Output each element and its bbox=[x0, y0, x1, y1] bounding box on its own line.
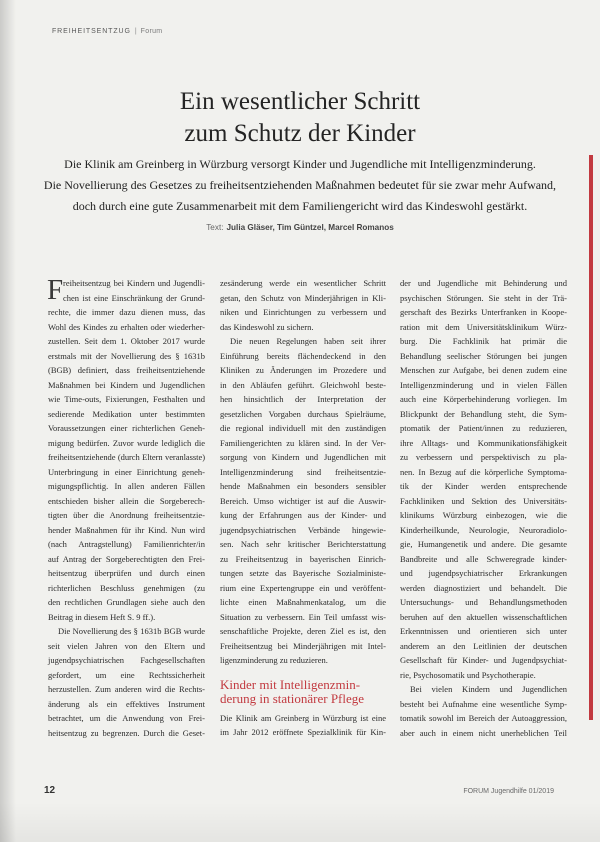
text-line: entschieden bisher allein die Sorgeberech- bbox=[48, 495, 205, 506]
text-line: gerschaft des Bezirks Unterfranken in Koope- bbox=[400, 307, 567, 317]
text-line: gefordert, um eine Rechtssicherheit bbox=[48, 669, 205, 680]
text-line: Bandbreite und alle Schweregrade kinder- bbox=[400, 553, 567, 564]
text-line: das Kindeswohl zu sichern. bbox=[220, 321, 314, 332]
text-line: werden diagnostiziert und behandelt. Die bbox=[400, 582, 567, 593]
text-line: sedierende Medikation unter bestimmten bbox=[48, 408, 205, 419]
text-line: Erkenntnissen und orientieren sich unter bbox=[400, 626, 567, 636]
page-number: 12 bbox=[44, 785, 56, 796]
text-line: die regional individuell mit den zuständigen bbox=[220, 423, 386, 433]
text-line: zu verbessern und perspektivisch zu pla- bbox=[400, 452, 567, 462]
text-line: anderem an den Leitlinien der deutschen bbox=[400, 640, 567, 651]
text-line: im Jahr 2012 eröffnete Spezialklinik für Kin- bbox=[220, 727, 386, 737]
header-separator: | bbox=[134, 28, 137, 35]
text-line: seit vielen Jahren von den Eltern und bbox=[48, 640, 205, 651]
accent-rule bbox=[589, 155, 593, 720]
title-line: zum Schutz der Kinder bbox=[184, 120, 416, 147]
text-line: richterlichen Beschluss genehmigen (zu bbox=[48, 582, 205, 593]
text-line: auch eine Körperbehinderung vorliegen. Im bbox=[400, 394, 567, 404]
text-line: Familiengerichten zu klären sind. In der Ver- bbox=[220, 437, 386, 448]
text-line: zustellen. Seit dem 1. Oktober 2017 wurde bbox=[48, 336, 205, 346]
text-line: Wohl des Kindes zu erhalten oder wiederher- bbox=[48, 321, 205, 332]
column-2 bbox=[220, 276, 386, 740]
category-label: Forum bbox=[140, 28, 163, 35]
text-line: Unterbringung in einer Einrichtung geneh- bbox=[48, 466, 205, 477]
text-line: Maßnahmen bei Kindern und Jugendlichen bbox=[48, 379, 205, 390]
text-line: psychischen Störungen. Sie steht in der Trä- bbox=[400, 292, 567, 303]
text-line: aber auch in einem nicht unerheblichen Teil bbox=[400, 727, 567, 738]
text-line: gie, Humangenetik und andere. Die gesamte bbox=[400, 539, 567, 549]
text-line: burg. Die Fachklinik hat primär die bbox=[400, 336, 567, 346]
text-line: Voraussetzungen einer richterlichen Geneh- bbox=[48, 423, 205, 433]
text-line: sorgung von Kindern und Jugendlichen mit bbox=[220, 452, 386, 462]
text-line: wie Time-outs, Fixierungen, Festhalten und bbox=[48, 394, 205, 404]
text-line: rechte, die immer dazu dienen muss, das bbox=[48, 307, 205, 317]
text-line: Kinderheilkunde, Neurologie, Neuroradiolo- bbox=[400, 524, 567, 535]
running-header bbox=[52, 26, 162, 38]
text-line: ligenzminderung zu reduzieren. bbox=[220, 655, 328, 665]
article-lead bbox=[0, 154, 600, 217]
text-line: migung bedürfen. Zuvor wurde lediglich die bbox=[48, 437, 205, 448]
text-line: Beitrag in diesem Heft S. 9 ff.). bbox=[48, 611, 156, 622]
text-line: senschaftliche Projekte, deren Ziel es ist, den bbox=[220, 626, 386, 636]
text-line: jugendpsychiatrischen Verbände hingewie- bbox=[220, 524, 386, 535]
text-line: beruhen auf den aktuellen wissenschaftlichen bbox=[400, 611, 567, 622]
text-line: freiheitsentziehende (durch Eltern veranlasste) bbox=[48, 452, 205, 462]
journal-issue: FORUM Jugendhilfe 01/2019 bbox=[463, 788, 554, 795]
text-line: klinikums Würzburg einbezogen, wie die bbox=[400, 510, 567, 520]
text-line: niken und Einrichtungen zu verbessern und bbox=[220, 307, 386, 317]
text-line: jugendpsychiatrischen Fachgesellschaften bbox=[48, 655, 205, 665]
text-line: Bereich. Umso wichtiger ist auf die Auswir- bbox=[220, 495, 386, 506]
text-line: besteht bei Aufnahme eine wesentliche Symp- bbox=[400, 698, 567, 709]
drop-cap: F bbox=[47, 274, 64, 306]
text-line: ihre Alltags- und Kommunikationsfähigkeit bbox=[400, 437, 567, 448]
text-line: ptomatik der Patient/innen zu reduzieren, bbox=[400, 423, 567, 433]
text-line: getan, den Schutz von Minderjährigen in Kli- bbox=[220, 292, 386, 303]
text-line: tigten über die Anordnung freiheitsentzie- bbox=[48, 510, 205, 520]
text-line: chen ist eine Einschränkung der Grund- bbox=[63, 292, 205, 303]
text-line: zu Freiheitsentzug in bayerischen Einrich- bbox=[220, 553, 386, 564]
title-line: Ein wesentlicher Schritt bbox=[179, 88, 421, 115]
text-line: Behandlung seelischer Störungen bei jungen bbox=[400, 350, 567, 361]
text-line: Blickpunkt der Behandlung steht, die Sym- bbox=[400, 408, 567, 419]
text-line: reiheitsentzug bei Kindern und Jugendli- bbox=[63, 278, 205, 288]
text-line: hende Maßnahmen ein besonders sensibler bbox=[220, 481, 386, 491]
text-line: sen. Nach sehr kritischer Berichterstattung bbox=[220, 539, 386, 549]
text-line: Kliniken zu Änderungen im Prozedere und bbox=[220, 365, 386, 375]
text-line: (nach Antragstellung) Familienrichter/in bbox=[48, 539, 205, 549]
text-line: migungspflichtig. In allen anderen Fällen bbox=[48, 481, 205, 491]
text-line: rium eine Expertengruppe ein und veröffent- bbox=[220, 582, 386, 593]
text-line: Gesellschaft für Kinder- und Jugendpsychiat- bbox=[400, 655, 567, 665]
text-line: Intelligenzminderung und in vielen Fällen bbox=[400, 379, 567, 390]
text-line: Untersuchungs- und Behandlungsmethoden bbox=[400, 597, 567, 607]
section-label: FREIHEITSENTZUG bbox=[52, 28, 131, 35]
heading-line: Kinder mit Intelligenzmin- bbox=[220, 676, 361, 692]
column-3 bbox=[400, 276, 567, 740]
text-line: lichte einen Maßnahmenkatalog, um die bbox=[220, 597, 386, 607]
text-line: Die Novellierung des § 1631b BGB wurde bbox=[58, 626, 205, 636]
column-1 bbox=[48, 276, 205, 740]
text-line: Die Klinik am Greinberg in Würzburg ist eine bbox=[220, 712, 386, 723]
text-line: Einführung bereits flächendeckend in den bbox=[220, 350, 386, 361]
text-line: Bei vielen Kindern und Jugendlichen bbox=[410, 684, 567, 694]
text-line: änderung als ein effektives Instrument bbox=[48, 698, 205, 709]
text-line: Freiheitsentzug bei Minderjährigen mit Intel- bbox=[220, 640, 386, 651]
text-line: hender Maßnahmen für ihr Kind. Nun wird bbox=[48, 524, 205, 535]
text-line: (BGB) definiert, dass freiheitsentziehende bbox=[48, 365, 205, 375]
text-line: tomatik sowohl im Bereich der Autoaggression, bbox=[400, 713, 567, 723]
text-line: der und Jugendliche mit Behinderung und bbox=[400, 278, 567, 288]
text-line: auf Antrag der Sorgeberechtigten den Frei- bbox=[48, 553, 205, 564]
section-heading bbox=[220, 678, 386, 706]
text-line: in den Abläufen geführt. Gleichwohl beste- bbox=[220, 379, 386, 390]
byline bbox=[0, 222, 600, 234]
heading-line: derung in stationärer Pflege bbox=[220, 690, 365, 706]
text-line: herzustellen. Zum anderen wird die Rechts- bbox=[48, 684, 205, 694]
lead-line: Die Novellierung des Gesetzes zu freiheitsentziehenden Maßnahmen bedeutet für sie zwar mehr Aufwand, bbox=[43, 178, 557, 192]
text-line: Menschen zur Aufgabe, bei denen zudem eine bbox=[400, 365, 567, 375]
text-line: zesänderung werde ein wesentlicher Schritt bbox=[220, 278, 386, 288]
text-line: den rechtlichen Grundlagen siehe auch den bbox=[48, 597, 205, 607]
lead-line: Die Klinik am Greinberg in Würzburg versorgt Kinder und Jugendliche mit Intelligenzminderung. bbox=[64, 157, 536, 171]
text-line: tik der Kinder werden entsprechende bbox=[400, 481, 567, 491]
text-line: und jugendpsychiatrischer Erkrankungen bbox=[400, 568, 567, 578]
text-line: heitsentzug zu begrenzen. Durch die Geset- bbox=[48, 727, 205, 738]
text-line: tungen setzte das Bayerische Sozialministe- bbox=[220, 568, 386, 578]
text-line: gesetzlichen Vorgaben durchaus Spielräume, bbox=[220, 408, 386, 419]
lead-line: doch durch eine gute Zusammenarbeit mit dem Familiengericht wird das Kindeswohl gestärkt. bbox=[72, 199, 528, 213]
article-title bbox=[0, 86, 600, 150]
byline-prefix: Text: bbox=[206, 223, 224, 232]
text-line: Fachkliniken und Sektion des Universitäts- bbox=[400, 495, 567, 506]
text-line: hen hinsichtlich der Interpretation der bbox=[220, 394, 386, 404]
text-line: ration mit dem Universitätsklinikum Würz- bbox=[400, 321, 567, 332]
byline-authors: Julia Gläser, Tim Güntzel, Marcel Romanos bbox=[226, 223, 394, 232]
text-line: kung der Erfahrungen aus der Kinder- und bbox=[220, 510, 386, 520]
text-line: Intelligenzminderung sind freiheitsentzie- bbox=[220, 466, 386, 477]
text-line: rie, Psychosomatik und Psychotherapie. bbox=[400, 669, 536, 680]
text-line: betrachtet, um die Anwendung von Frei- bbox=[48, 713, 205, 723]
text-line: nen. In Bezug auf die körperliche Symptoma- bbox=[400, 466, 567, 477]
text-line: heitsentzug überprüfen und durch einen bbox=[48, 568, 205, 578]
text-line: Situation zu verbessern. Ein Teil umfasst wis- bbox=[220, 611, 386, 622]
text-line: erstmals mit der Novellierung des § 1631b bbox=[48, 350, 205, 361]
text-line: Die neuen Regelungen haben seit ihrer bbox=[230, 336, 386, 346]
